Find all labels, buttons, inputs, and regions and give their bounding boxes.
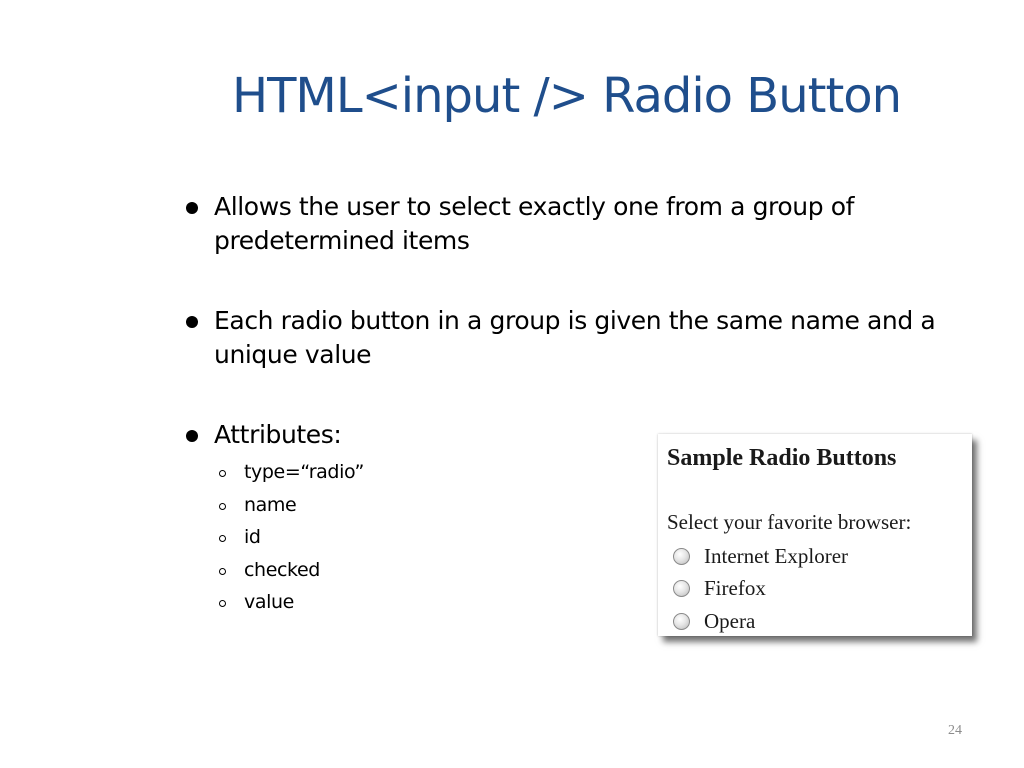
- bullet-item: [186, 304, 976, 372]
- radio-label[interactable]: Firefox: [704, 576, 766, 601]
- browser-radio-group: [673, 540, 848, 638]
- bullet-dot-icon: [186, 430, 198, 442]
- sample-prompt: Select your favorite browser:: [667, 510, 912, 534]
- radio-label[interactable]: Opera: [704, 608, 756, 633]
- bullet-dot-icon: [186, 316, 198, 328]
- attribute-label: id: [244, 526, 261, 548]
- sample-radio-screenshot: [658, 434, 972, 636]
- sub-bullet-circle-icon: [219, 535, 226, 542]
- sub-bullet-circle-icon: [219, 503, 226, 510]
- bullet-text: Attributes:: [214, 420, 342, 449]
- radio-option-opera[interactable]: [673, 605, 848, 638]
- bullet-dot-icon: [186, 202, 198, 214]
- attribute-label: value: [244, 591, 294, 613]
- radio-label[interactable]: Internet Explorer: [704, 543, 849, 568]
- sub-bullet-circle-icon: [219, 470, 226, 477]
- attribute-label: checked: [244, 558, 320, 581]
- radio-option-firefox[interactable]: [673, 573, 848, 606]
- radio-button[interactable]: [673, 613, 690, 630]
- sub-bullet-circle-icon: [219, 600, 226, 607]
- sample-heading: Sample Radio Buttons: [667, 445, 897, 471]
- bullet-text: Each radio button in a group is given the same name and a unique value: [214, 306, 936, 369]
- radio-option-internet-explorer[interactable]: [673, 540, 848, 573]
- radio-button[interactable]: [673, 580, 690, 597]
- page-number: 24: [948, 723, 962, 738]
- bullet-item: [186, 190, 976, 258]
- attribute-label: name: [244, 493, 297, 516]
- radio-button[interactable]: [673, 548, 690, 565]
- attribute-label: type=“radio”: [244, 461, 364, 483]
- sub-bullet-circle-icon: [219, 568, 226, 575]
- slide-title: HTML<input /> Radio Button: [232, 68, 902, 124]
- bullet-text: Allows the user to select exactly one from a group of predetermined items: [214, 192, 855, 255]
